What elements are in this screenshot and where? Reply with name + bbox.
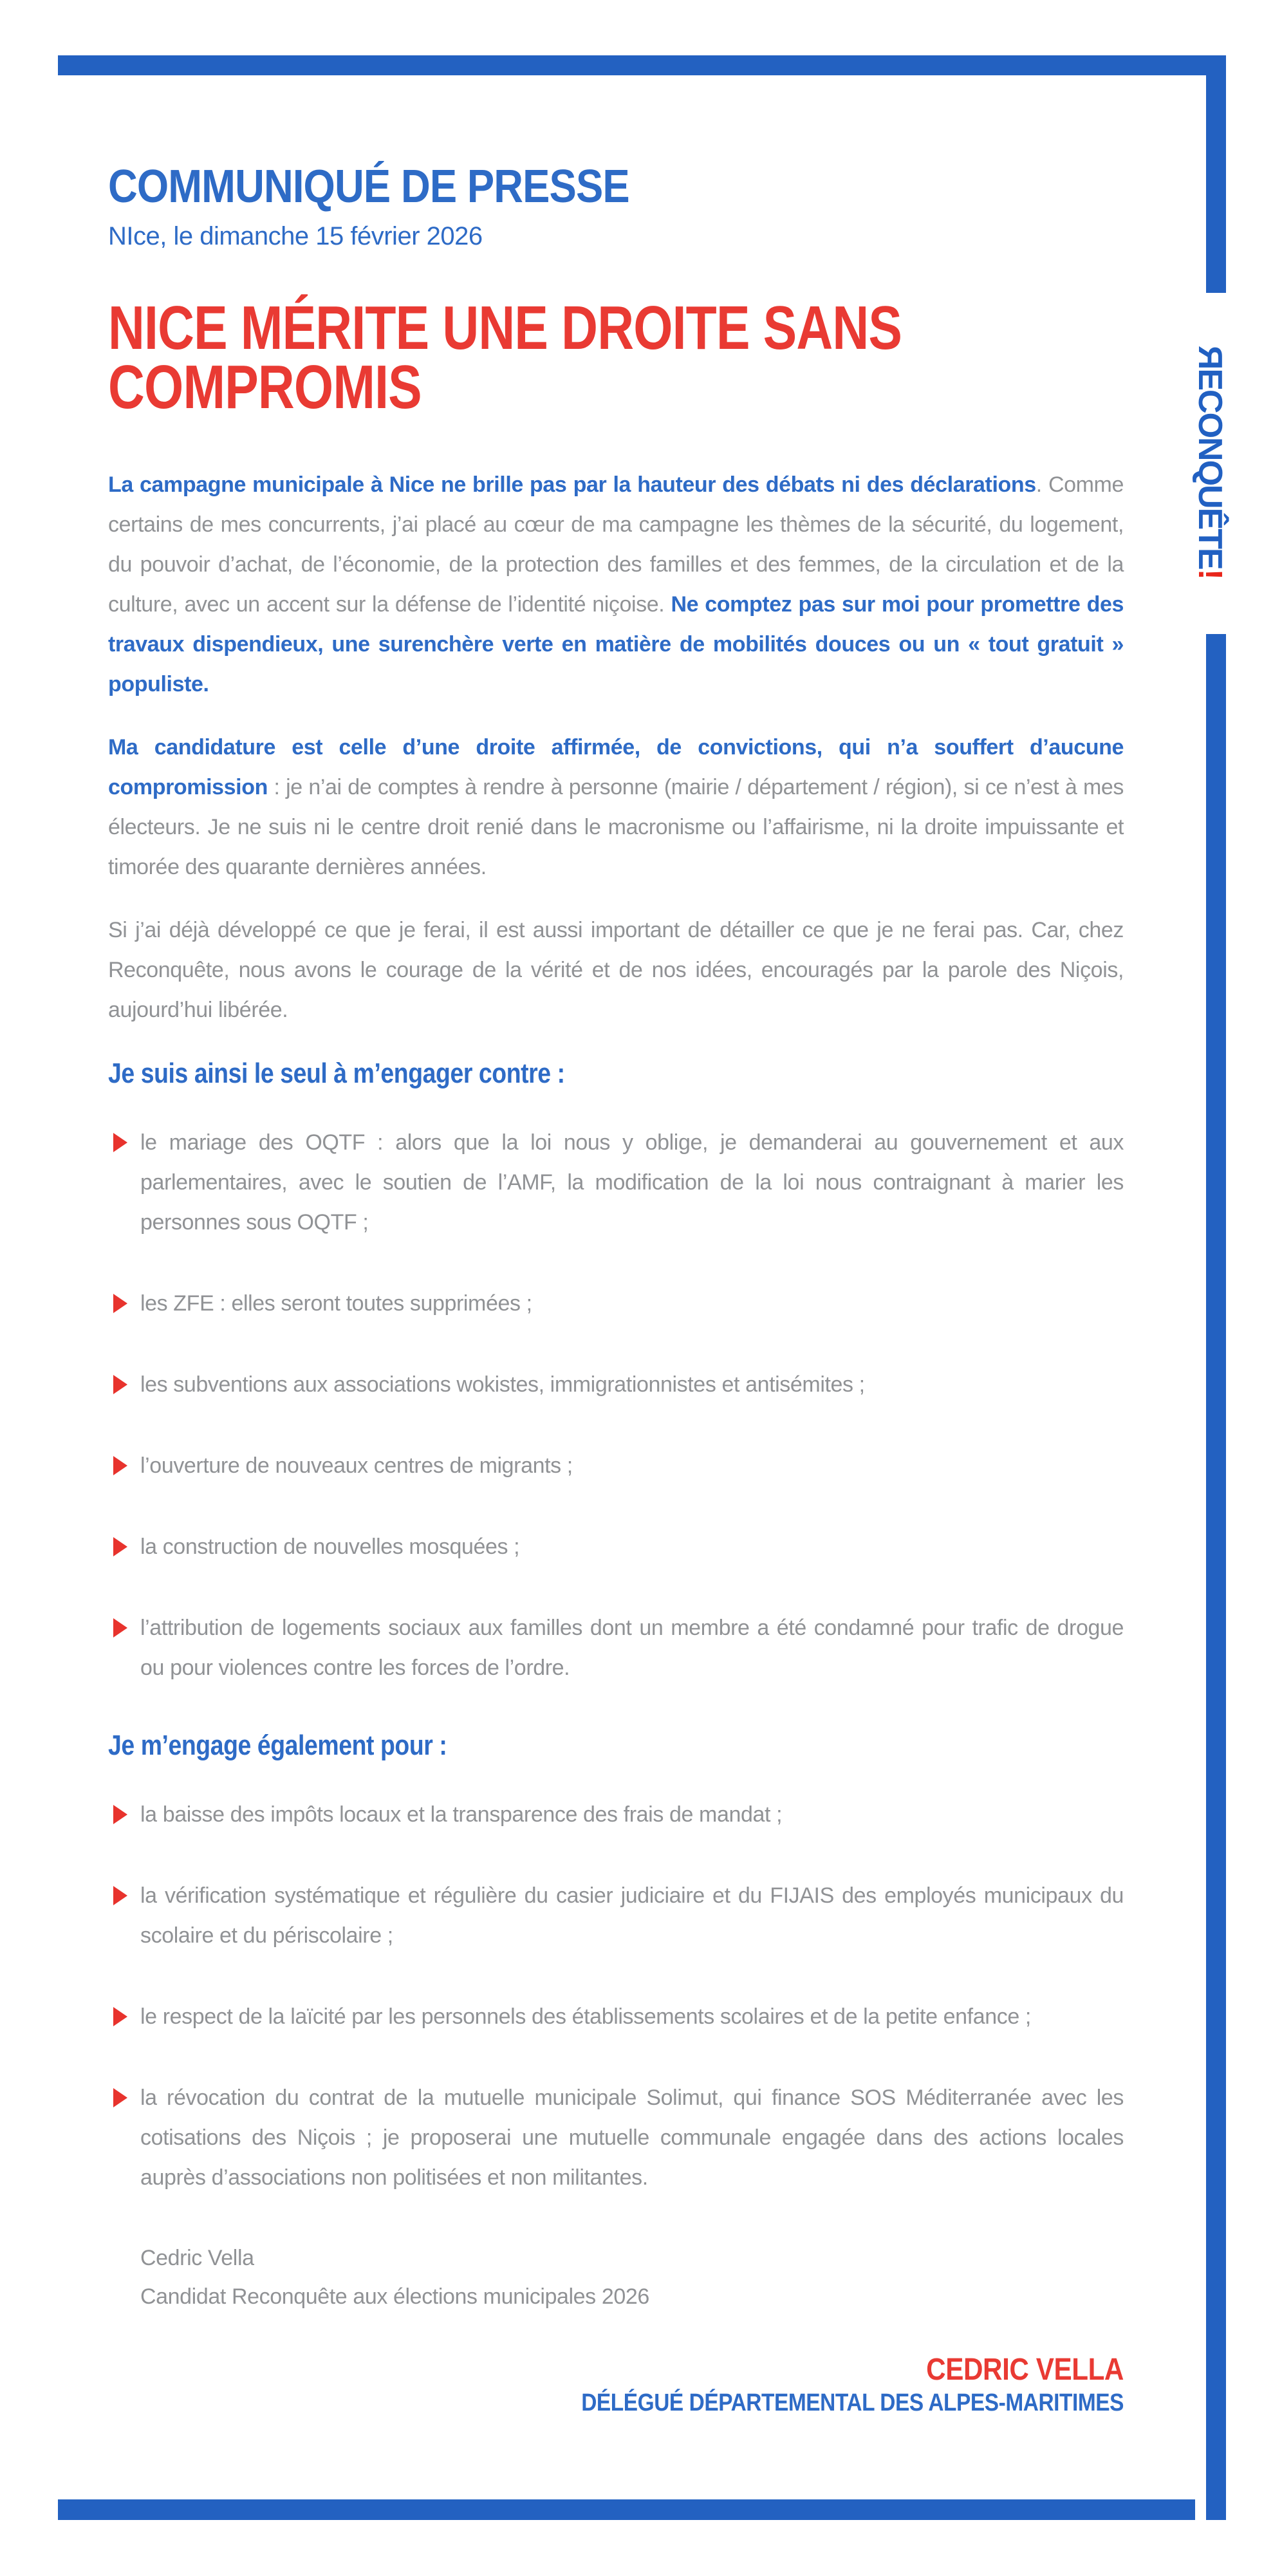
bullet-triangle-icon — [113, 2007, 127, 2026]
kicker-title: COMMUNIQUÉ DE PRESSE — [108, 161, 629, 212]
bullet-triangle-icon — [113, 1886, 127, 1905]
list-item-text: l’ouverture de nouveaux centres de migrants ; — [140, 1453, 573, 1478]
reconquete-logo-word: ЯECONQUÊTE — [1191, 346, 1229, 569]
right-bar-bottom — [1206, 634, 1226, 2520]
main-column — [108, 162, 1124, 2418]
list-item — [108, 1997, 1124, 2037]
page-title — [108, 294, 1124, 422]
list-item-text: la révocation du contrat de la mutuelle municipale Solimut, qui finance SOS Méditerranée avec les cotisations des Niçois ; je proposerai une mutuelle communale engagée dans des actions locales auprès d’associations non politisées et non militantes. — [140, 2086, 1124, 2190]
bullet-triangle-icon — [113, 1294, 127, 1313]
list-item — [108, 1527, 1124, 1567]
paragraph-1 — [108, 465, 1124, 704]
paragraph-2-bold-lead: Ma candidature est celle d’une droite affirmée, de convictions, qui n’a souffert d’aucune compromission — [108, 735, 1124, 799]
bullet-triangle-icon — [113, 1375, 127, 1394]
list-item — [108, 2078, 1124, 2198]
reconquete-logo-exclamation: ! — [1191, 568, 1229, 579]
top-bar — [58, 55, 1226, 75]
paragraph-1-bold-end: Ne comptez pas sur moi pour promettre des travaux dispendieux, une surenchère verte en matière de mobilités douces ou un « tout gratuit » populiste. — [108, 592, 1124, 696]
paragraph-3: Si j’ai déjà développé ce que je ferai, il est aussi important de détailler ce que je ne ferai pas. Car, chez Reconquête, nous avons le courage de la vérité et de nos idées, encouragés par la parole des Niçois, aujourd’hui libérée. — [108, 918, 1124, 1022]
list-item — [108, 1446, 1124, 1486]
page-title-line1: NICE MÉRITE UNE DROITE SANS — [108, 294, 902, 362]
list-item-text: le mariage des OQTF : alors que la loi nous y oblige, je demanderai au gouvernement et aux parlementaires, avec le soutien de l’AMF, la modification de la loi nous contraignant à marier les personnes sous OQTF ; — [140, 1130, 1124, 1235]
bottom-bar — [58, 2499, 1195, 2520]
right-bar-top — [1206, 55, 1226, 293]
paragraph-2-text: : je n’ai de comptes à rendre à personne (mairie / département / région), si ce n’est à mes électeurs. Je ne suis ni le centre droit renié dans le macronisme ou l’affairisme, ni la droite impuissante et timorée des quarante dernières années. — [108, 775, 1124, 879]
list-item — [108, 1876, 1124, 1955]
dateline: NIce, le dimanche 15 février 2026 — [108, 222, 483, 250]
bullet-triangle-icon — [113, 1133, 127, 1152]
list-item-text: la vérification systématique et régulière du casier judiciaire et du FIJAIS des employés municipaux du scolaire et du périscolaire ; — [140, 1883, 1124, 1948]
signature-block — [108, 2239, 1124, 2316]
bullet-list-pour — [108, 1795, 1124, 2198]
list-item — [108, 1283, 1124, 1323]
page-title-line2: COMPROMIS — [108, 353, 422, 422]
section-heading-pour: Je m’engage également pour : — [108, 1730, 447, 1761]
footer-signature-name: CEDRIC VELLA — [926, 2353, 1124, 2387]
bullet-triangle-icon — [113, 1456, 127, 1475]
paragraph-1-bold-lead: La campagne municipale à Nice ne brille pas par la hauteur des débats ni des déclarations — [108, 472, 1036, 497]
list-item-text: l’attribution de logements sociaux aux familles dont un membre a été condamné pour trafic de drogue ou pour violences contre les forces de l’ordre. — [140, 1616, 1124, 1680]
bullet-triangle-icon — [113, 1537, 127, 1556]
list-item-text: le respect de la laïcité par les personnels des établissements scolaires et de la petite enfance ; — [140, 2004, 1031, 2029]
reconquete-logo-vertical — [1192, 346, 1228, 579]
paragraph-2 — [108, 727, 1124, 887]
list-item — [108, 1123, 1124, 1242]
list-item-text: la baisse des impôts locaux et la transparence des frais de mandat ; — [140, 1802, 783, 1827]
list-item-text: les ZFE : elles seront toutes supprimées ; — [140, 1291, 532, 1316]
signature-name: Cedric Vella — [140, 2246, 254, 2270]
bullet-triangle-icon — [113, 1805, 127, 1824]
list-item — [108, 1365, 1124, 1405]
section-heading-contre: Je suis ainsi le seul à m’engager contre : — [108, 1058, 565, 1089]
bullet-triangle-icon — [113, 2088, 127, 2107]
paragraph-1-text: . Comme certains de mes concurrents, j’ai placé au cœur de ma campagne les thèmes de la sécurité, du logement, du pouvoir d’achat, de l’économie, de la protection des familles et des femmes, de la circulation et de la culture, avec un accent sur la défense de l’identité niçoise. — [108, 472, 1124, 617]
footer-signature — [108, 2352, 1124, 2418]
list-item — [108, 1608, 1124, 1688]
list-item-text: les subventions aux associations wokistes, immigrationnistes et antisémites ; — [140, 1372, 865, 1397]
bullet-triangle-icon — [113, 1618, 127, 1638]
footer-signature-role: DÉLÉGUÉ DÉPARTEMENTAL DES ALPES-MARITIMES — [581, 2389, 1124, 2416]
bullet-list-contre — [108, 1123, 1124, 1688]
list-item-text: la construction de nouvelles mosquées ; — [140, 1535, 520, 1559]
list-item — [108, 1795, 1124, 1834]
signature-role: Candidat Reconquête aux élections municipales 2026 — [140, 2284, 649, 2309]
